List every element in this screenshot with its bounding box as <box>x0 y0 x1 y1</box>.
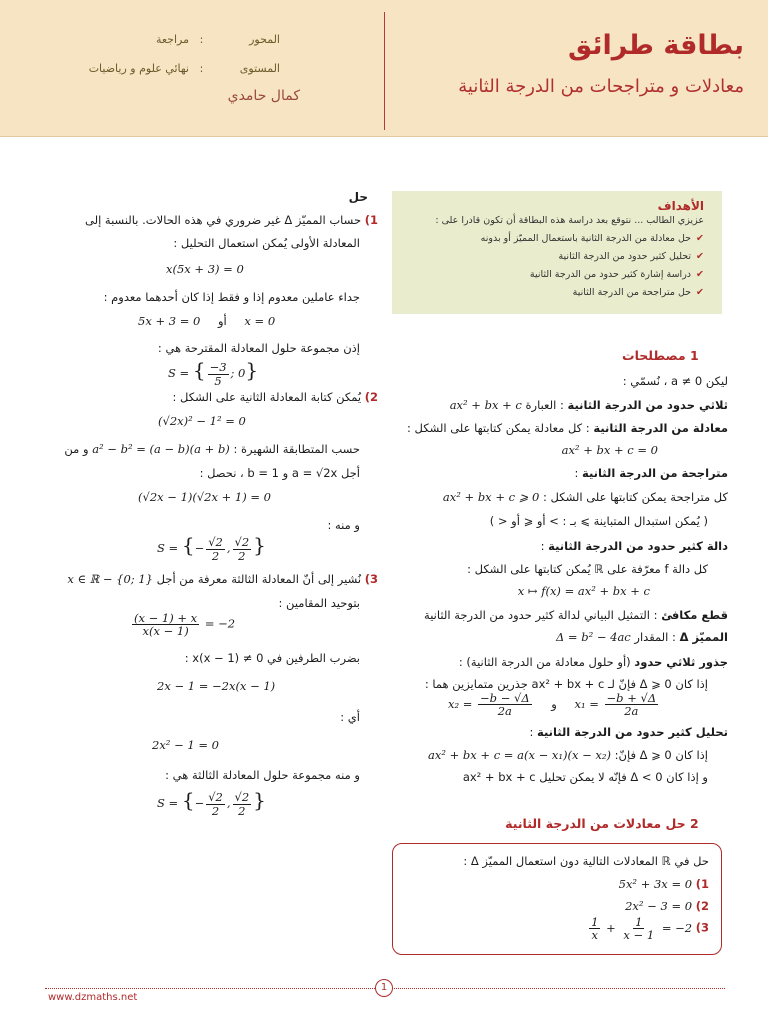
solution-title: حل <box>348 190 368 204</box>
s1-factor-line1-text: إذا كان Δ ⩾ 0 فإنّ: <box>614 748 708 762</box>
sol-p2-frac-a-den: 2 <box>211 548 220 563</box>
section1-title: مصطلحات <box>622 348 686 363</box>
sol-p1-line3: جداء عاملين معدوم إذا و فقط إذا كان أحدهما معدوم : <box>103 290 360 304</box>
objective-text: دراسة إشارة كثير حدود من الدرجة الثانية <box>529 269 692 280</box>
exercise-box <box>392 843 722 955</box>
sol-p2-line2 <box>64 442 360 456</box>
sol-p1-set-num: −3 <box>209 360 227 375</box>
s1-inequality-line <box>574 466 728 480</box>
sol-p2-expr2: (√2x − 1)(√2x + 1) = 0 <box>138 490 271 504</box>
sol-p1-expr1: x(5x + 3) = 0 <box>166 262 244 276</box>
s1-inequality-colon: : <box>574 466 579 480</box>
sol-p2-frac-b <box>233 536 252 561</box>
sol-p2-line3: أجل a = √2x و b = 1 ، نحصل : <box>199 466 360 480</box>
sol-p2-frac-a <box>206 536 225 561</box>
sol-p3-sep: , <box>226 796 231 810</box>
sol-p2-frac-a-num: √2 <box>208 535 223 550</box>
footer-website-link[interactable]: www.dzmaths.net <box>48 992 138 1003</box>
s1-x1-denominator: 2a <box>624 704 639 719</box>
s1-function-expr: x ↦ f(x) = ax² + bx + c <box>517 584 650 598</box>
objective-item <box>558 251 704 262</box>
sol-p3-set <box>157 788 266 817</box>
sol-p2-line2-text: حسب المتطابقة الشهيرة : <box>233 442 360 456</box>
s1-x1-numerator: −b + √Δ <box>606 691 657 705</box>
meta-author: كمال حامدي <box>227 88 300 104</box>
s1-inequality-desc: كل متراجحة يمكن كتابتها على الشكل : <box>542 490 728 504</box>
sol-p3-frac-a-den: 2 <box>211 803 220 818</box>
sol-p2-identity: a² − b² = (a − b)(a + b) <box>92 442 230 456</box>
eq3-frac1-num: 1 <box>591 915 599 929</box>
s1-factor-line <box>529 725 728 739</box>
sol-p1-expr2 <box>138 314 275 328</box>
meta-separator: : <box>199 62 204 75</box>
sol-p1-line4: إذن مجموعة حلول المعادلة المقترحة هي : <box>157 341 360 355</box>
s1-discriminant-expr: Δ = b² − 4ac <box>555 630 631 644</box>
sol-p2-frac-b-num: √2 <box>234 535 250 550</box>
eq3-frac1 <box>589 916 600 941</box>
s1-equation-desc: : كل معادلة يمكن كتابتها على الشكل : <box>407 421 590 435</box>
s1-roots-condition: إذا كان Δ ⩾ 0 فإنّ لـ ax² + bx + c جذرين متمايزين هما : <box>424 677 708 691</box>
s1-trinomial-desc: : العبارة <box>525 398 564 412</box>
s1-discriminant-line <box>556 630 728 644</box>
check-icon: ✔ <box>696 287 704 298</box>
page-number: 1 <box>375 979 393 997</box>
sol-p1-set-den: 5 <box>214 373 222 388</box>
s1-factor-line1 <box>428 748 708 762</box>
s1-equation-expr: ax² + bx + c = 0 <box>561 443 658 457</box>
sol-p3-expr3: 2x² − 1 = 0 <box>152 738 219 752</box>
s1-factor-colon: : <box>529 725 534 739</box>
sol-p3-line2: بتوحيد المقامين : <box>278 596 360 610</box>
s1-inequality-note: ( يُمكن استبدال المتباينة ⩾ بـ : > أو ⩽ أو < ) <box>489 514 708 528</box>
sol-p3-line3: بضرب الطرفين في x(x − 1) ≠ 0 : <box>184 651 360 665</box>
s1-x1-fraction <box>605 692 659 717</box>
meta-level-label: المستوى <box>239 62 280 75</box>
meta-axis-label: المحور <box>249 33 280 46</box>
objective-text: حل متراجحة من الدرجة الثانية <box>572 287 692 298</box>
s1-roots-line <box>459 655 728 669</box>
s1-factor-line1-expr: ax² + bx + c = a(x − x₁)(x − x₂) <box>428 748 611 762</box>
exercise-eq1 <box>619 877 709 891</box>
sol-p3-expr1 <box>130 612 235 637</box>
sol-p3-frac-b <box>233 791 252 816</box>
sol-p1-num: 1) <box>364 213 378 227</box>
section2-number: 2 <box>690 816 699 831</box>
s1-equation-title: معادلة من الدرجة الثانية <box>593 421 728 435</box>
s1-inequality-desc-line <box>443 490 728 504</box>
section1-number: 1 <box>690 348 699 363</box>
s1-discriminant-title: المميّز Δ <box>679 630 728 644</box>
exercise-eq2 <box>625 899 709 913</box>
exercise-eq3-num: 3) <box>695 920 709 935</box>
sol-p3-domain: x ∈ ℝ − {0; 1} <box>67 572 153 586</box>
objective-item <box>481 233 704 244</box>
objective-text: تحليل كثير حدود من الدرجة الثانية <box>558 251 692 262</box>
sol-p3-num: 3) <box>364 572 378 586</box>
s1-trinomial-title: ثلاثي حدود من الدرجة الثانية <box>567 398 728 412</box>
s1-function-desc: كل دالة f معرّفة على ℝ يُمكن كتابتها على الشكل : <box>467 562 708 576</box>
sol-p1-line2: المعادلة الأولى يُمكن استعمال التحليل : <box>173 236 360 250</box>
s1-x2-lhs: x₂ = <box>448 697 473 712</box>
sol-p1-set <box>168 358 258 387</box>
exercise-eq2-expr: 2x² − 3 = 0 <box>625 899 693 913</box>
sol-p1-set-lhs: S = <box>168 366 190 380</box>
sol-p2-num: 2) <box>364 390 378 404</box>
sol-p1-expr2b: x = 0 <box>244 314 276 328</box>
sol-p3-line1 <box>67 572 378 586</box>
s1-roots-desc: (أو حلول معادلة من الدرجة الثانية) : <box>458 655 631 669</box>
s1-parabola-desc: : التمثيل البياني لدالة كثير حدود من الدرجة الثانية <box>424 608 658 622</box>
s1-and-word: و <box>551 697 557 712</box>
s1-x2-denominator: 2a <box>497 704 512 719</box>
card-header <box>0 0 768 137</box>
sol-p3-frac-a-num: √2 <box>208 790 223 805</box>
s1-factor-title: تحليل كثير حدود من الدرجة الثانية <box>536 725 728 739</box>
card-title: بطاقة طرائق <box>568 30 744 61</box>
sol-p2-set-lhs: S = <box>157 541 179 555</box>
check-icon: ✔ <box>696 233 704 244</box>
meta-axis-row <box>156 33 280 46</box>
exercise-eq3-expr <box>587 915 693 943</box>
eq3-rhs: = −2 <box>661 920 693 935</box>
s1-x2-numerator: −b − √Δ <box>480 691 530 705</box>
s1-discriminant-desc: : المقدار <box>634 630 676 644</box>
exercise-eq1-num: 1) <box>695 877 709 891</box>
s1-intro: ليكن a ≠ 0 ، نُسمّي : <box>622 374 728 388</box>
sol-p2-frac-b-den: 2 <box>238 548 246 563</box>
left-brace-icon: { <box>181 788 195 812</box>
sol-p2-neg: − <box>194 541 205 555</box>
sol-p3-frac <box>132 612 199 637</box>
s1-factor-line2: و إذا كان Δ < 0 فإنّه لا يمكن تحليل ax² + bx + c <box>462 770 708 784</box>
sol-p1-set-frac <box>208 361 229 386</box>
sol-p1-expr2a: 5x + 3 = 0 <box>138 314 201 328</box>
s1-trinomial-expr: ax² + bx + c <box>449 398 522 412</box>
right-brace-icon: } <box>253 788 266 812</box>
sol-p1-or: أو <box>218 314 227 328</box>
sol-p3-frac-rhs: = −2 <box>204 616 236 631</box>
eq3-frac2-den: x − 1 <box>623 928 655 943</box>
objectives-intro: عزيزي الطالب ... نتوقع بعد دراسة هذه البطاقة أن تكون قادرا على : <box>435 215 704 226</box>
sol-p3-frac-b-den: 2 <box>238 803 246 818</box>
section1-heading <box>622 348 722 363</box>
sol-p2-set <box>157 533 266 562</box>
sol-p2-line1-text: يُمكن كتابة المعادلة الثانية على الشكل : <box>172 390 362 404</box>
exercise-eq3 <box>587 916 709 941</box>
eq3-frac1-den: x <box>591 928 599 943</box>
check-icon: ✔ <box>696 251 704 262</box>
left-brace-icon: { <box>192 358 206 382</box>
s1-parabola-title: قطع مكافئ <box>661 608 728 622</box>
exercise-eq2-num: 2) <box>695 899 709 913</box>
s1-parabola-line <box>424 608 728 622</box>
section2-title: حل معادلات من الدرجة الثانية <box>505 816 686 831</box>
left-brace-icon: { <box>181 533 195 557</box>
right-brace-icon: } <box>253 533 266 557</box>
objectives-box <box>392 191 722 314</box>
sol-p3-expr2: 2x − 1 = −2x(x − 1) <box>157 679 276 693</box>
meta-separator: : <box>199 33 204 46</box>
sol-p2-line4: و منه : <box>327 518 360 532</box>
objective-item <box>573 287 704 298</box>
s1-trinomial-line <box>450 398 728 412</box>
s1-function-colon: : <box>540 539 545 553</box>
sol-p1-line1-text: حساب المميّز Δ غير ضروري في هذه الحالات. بالنسبة إلى <box>84 213 362 227</box>
sol-p1-line1 <box>85 213 378 227</box>
sol-p3-line4: أي : <box>340 710 360 724</box>
s1-roots-title: جذور ثلاثي حدود <box>634 655 728 669</box>
sol-p3-frac-b-num: √2 <box>234 790 250 805</box>
exercise-intro: حل في ℝ المعادلات التالية دون استعمال المميّز Δ : <box>463 854 709 868</box>
objective-item <box>530 269 704 280</box>
sol-p2-expr1: (√2x)² − 1² = 0 <box>158 414 246 428</box>
sol-p3-line1-text: نُشير إلى أنّ المعادلة الثالثة معرفة من أجل <box>156 572 362 586</box>
s1-function-title: دالة كثير حدود من الدرجة الثانية <box>548 539 728 553</box>
eq3-frac2-num: 1 <box>635 915 643 929</box>
eq3-plus: + <box>606 920 616 935</box>
section2-heading <box>505 816 722 831</box>
meta-axis-value: مراجعة <box>155 33 189 46</box>
s1-roots-formulas <box>448 692 660 717</box>
sol-p2-line1 <box>173 390 379 404</box>
check-icon: ✔ <box>696 269 704 280</box>
sol-p3-neg: − <box>194 796 205 810</box>
sol-p1-set-tail: ; 0 <box>230 366 246 380</box>
eq3-frac2 <box>621 916 656 941</box>
s1-x2-fraction <box>478 692 532 717</box>
header-divider <box>384 12 385 130</box>
sol-p3-frac-num: (x − 1) + x <box>134 611 198 625</box>
sol-p3-set-lhs: S = <box>157 796 179 810</box>
sol-p3-frac-a <box>206 791 225 816</box>
s1-inequality-title: متراجحة من الدرجة الثانية <box>582 466 728 480</box>
meta-level-value: نهائي علوم و رياضيات <box>88 62 189 75</box>
s1-function-line <box>541 539 728 553</box>
meta-level-row <box>89 62 280 75</box>
right-brace-icon: } <box>245 358 259 382</box>
sol-p3-line5: و منه مجموعة حلول المعادلة الثالثة هي : <box>165 768 360 782</box>
s1-inequality-expr: ax² + bx + c ⩾ 0 <box>442 490 540 504</box>
exercise-eq1-expr: 5x² + 3x = 0 <box>618 877 693 891</box>
objective-text: حل معادلة من الدرجة الثانية باستعمال المميّز أو بدونه <box>480 233 692 244</box>
card-subtitle: معادلات و متراجحات من الدرجة الثانية <box>458 76 744 97</box>
s1-equation-line <box>407 421 728 435</box>
objectives-title: الأهداف <box>657 199 704 213</box>
sol-p3-frac-den: x(x − 1) <box>142 624 189 639</box>
sol-p2-sep: , <box>226 541 231 555</box>
s1-x1-lhs: x₁ = <box>574 697 599 712</box>
sol-p2-line2-tail: و من <box>64 442 89 456</box>
